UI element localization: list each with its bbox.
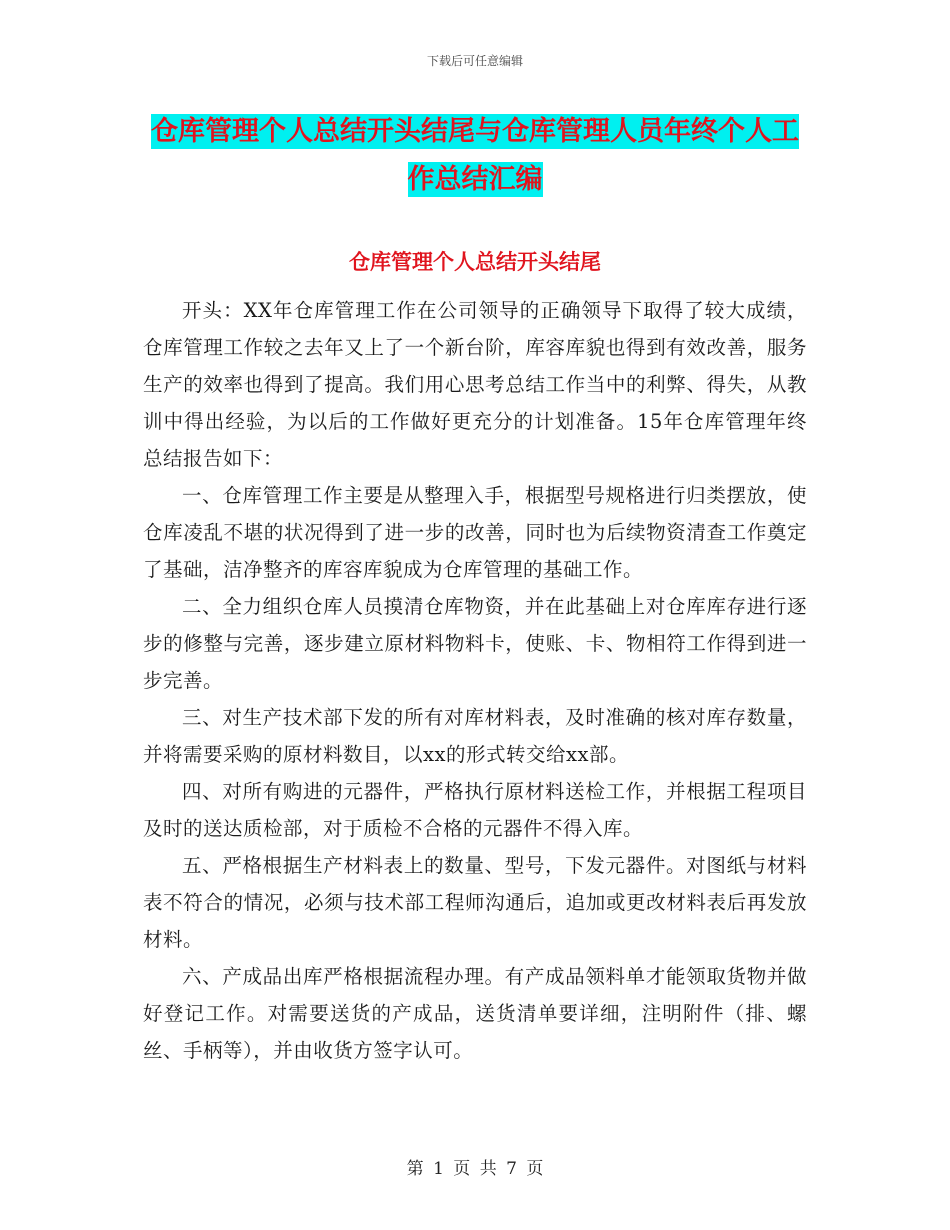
paragraph: 五、严格根据生产材料表上的数量、型号，下发元器件。对图纸与材料表不符合的情况，必须与技术部工程师沟通后，追加或更改材料表后再发放材料。 (143, 854, 807, 951)
main-title-text: 仓库管理个人总结开头结尾与仓库管理人员年终个人工作总结汇编 (151, 116, 799, 195)
paragraph: 一、仓库管理工作主要是从整理入手，根据型号规格进行归类摆放，使仓库凌乱不堪的状况得到了进一步的改善，同时也为后续物资清查工作奠定了基础，洁净整齐的库容库貌成为仓库管理的基础工作。 (143, 484, 807, 581)
paragraph: 四、对所有购进的元器件，严格执行原材料送检工作，并根据工程项目及时的送达质检部，对于质检不合格的元器件不得入库。 (143, 780, 807, 840)
page-number: 第 1 页 共 7 页 (406, 1159, 544, 1179)
main-title (140, 108, 810, 204)
paragraph: 开头：XX年仓库管理工作在公司领导的正确领导下取得了较大成绩，仓库管理工作较之去年又上了一个新台阶，库容库貌也得到有效改善，服务生产的效率也得到了提高。我们用心思考总结工作当中的利弊、得失，从教训中得出经验，为以后的工作做好更充分的计划准备。15年仓库管理年终总结报告如下： (143, 299, 807, 470)
header-note: 下载后可任意编辑 (426, 54, 523, 68)
section-title: 仓库管理个人总结开头结尾 (349, 250, 601, 274)
paragraph: 三、对生产技术部下发的所有对库材料表，及时准确的核对库存数量，并将需要采购的原材料数目，以xx的形式转交给xx部。 (143, 706, 807, 766)
paragraph: 六、产成品出库严格根据流程办理。有产成品领料单才能领取货物并做好登记工作。对需要送货的产成品，送货清单要详细，注明附件（排、螺丝、手柄等），并由收货方签字认可。 (143, 965, 807, 1062)
body-text (143, 292, 807, 1069)
paragraph: 二、全力组织仓库人员摸清仓库物资，并在此基础上对仓库库存进行逐步的修整与完善，逐步建立原材料物料卡，使账、卡、物相符工作得到进一步完善。 (143, 595, 807, 692)
